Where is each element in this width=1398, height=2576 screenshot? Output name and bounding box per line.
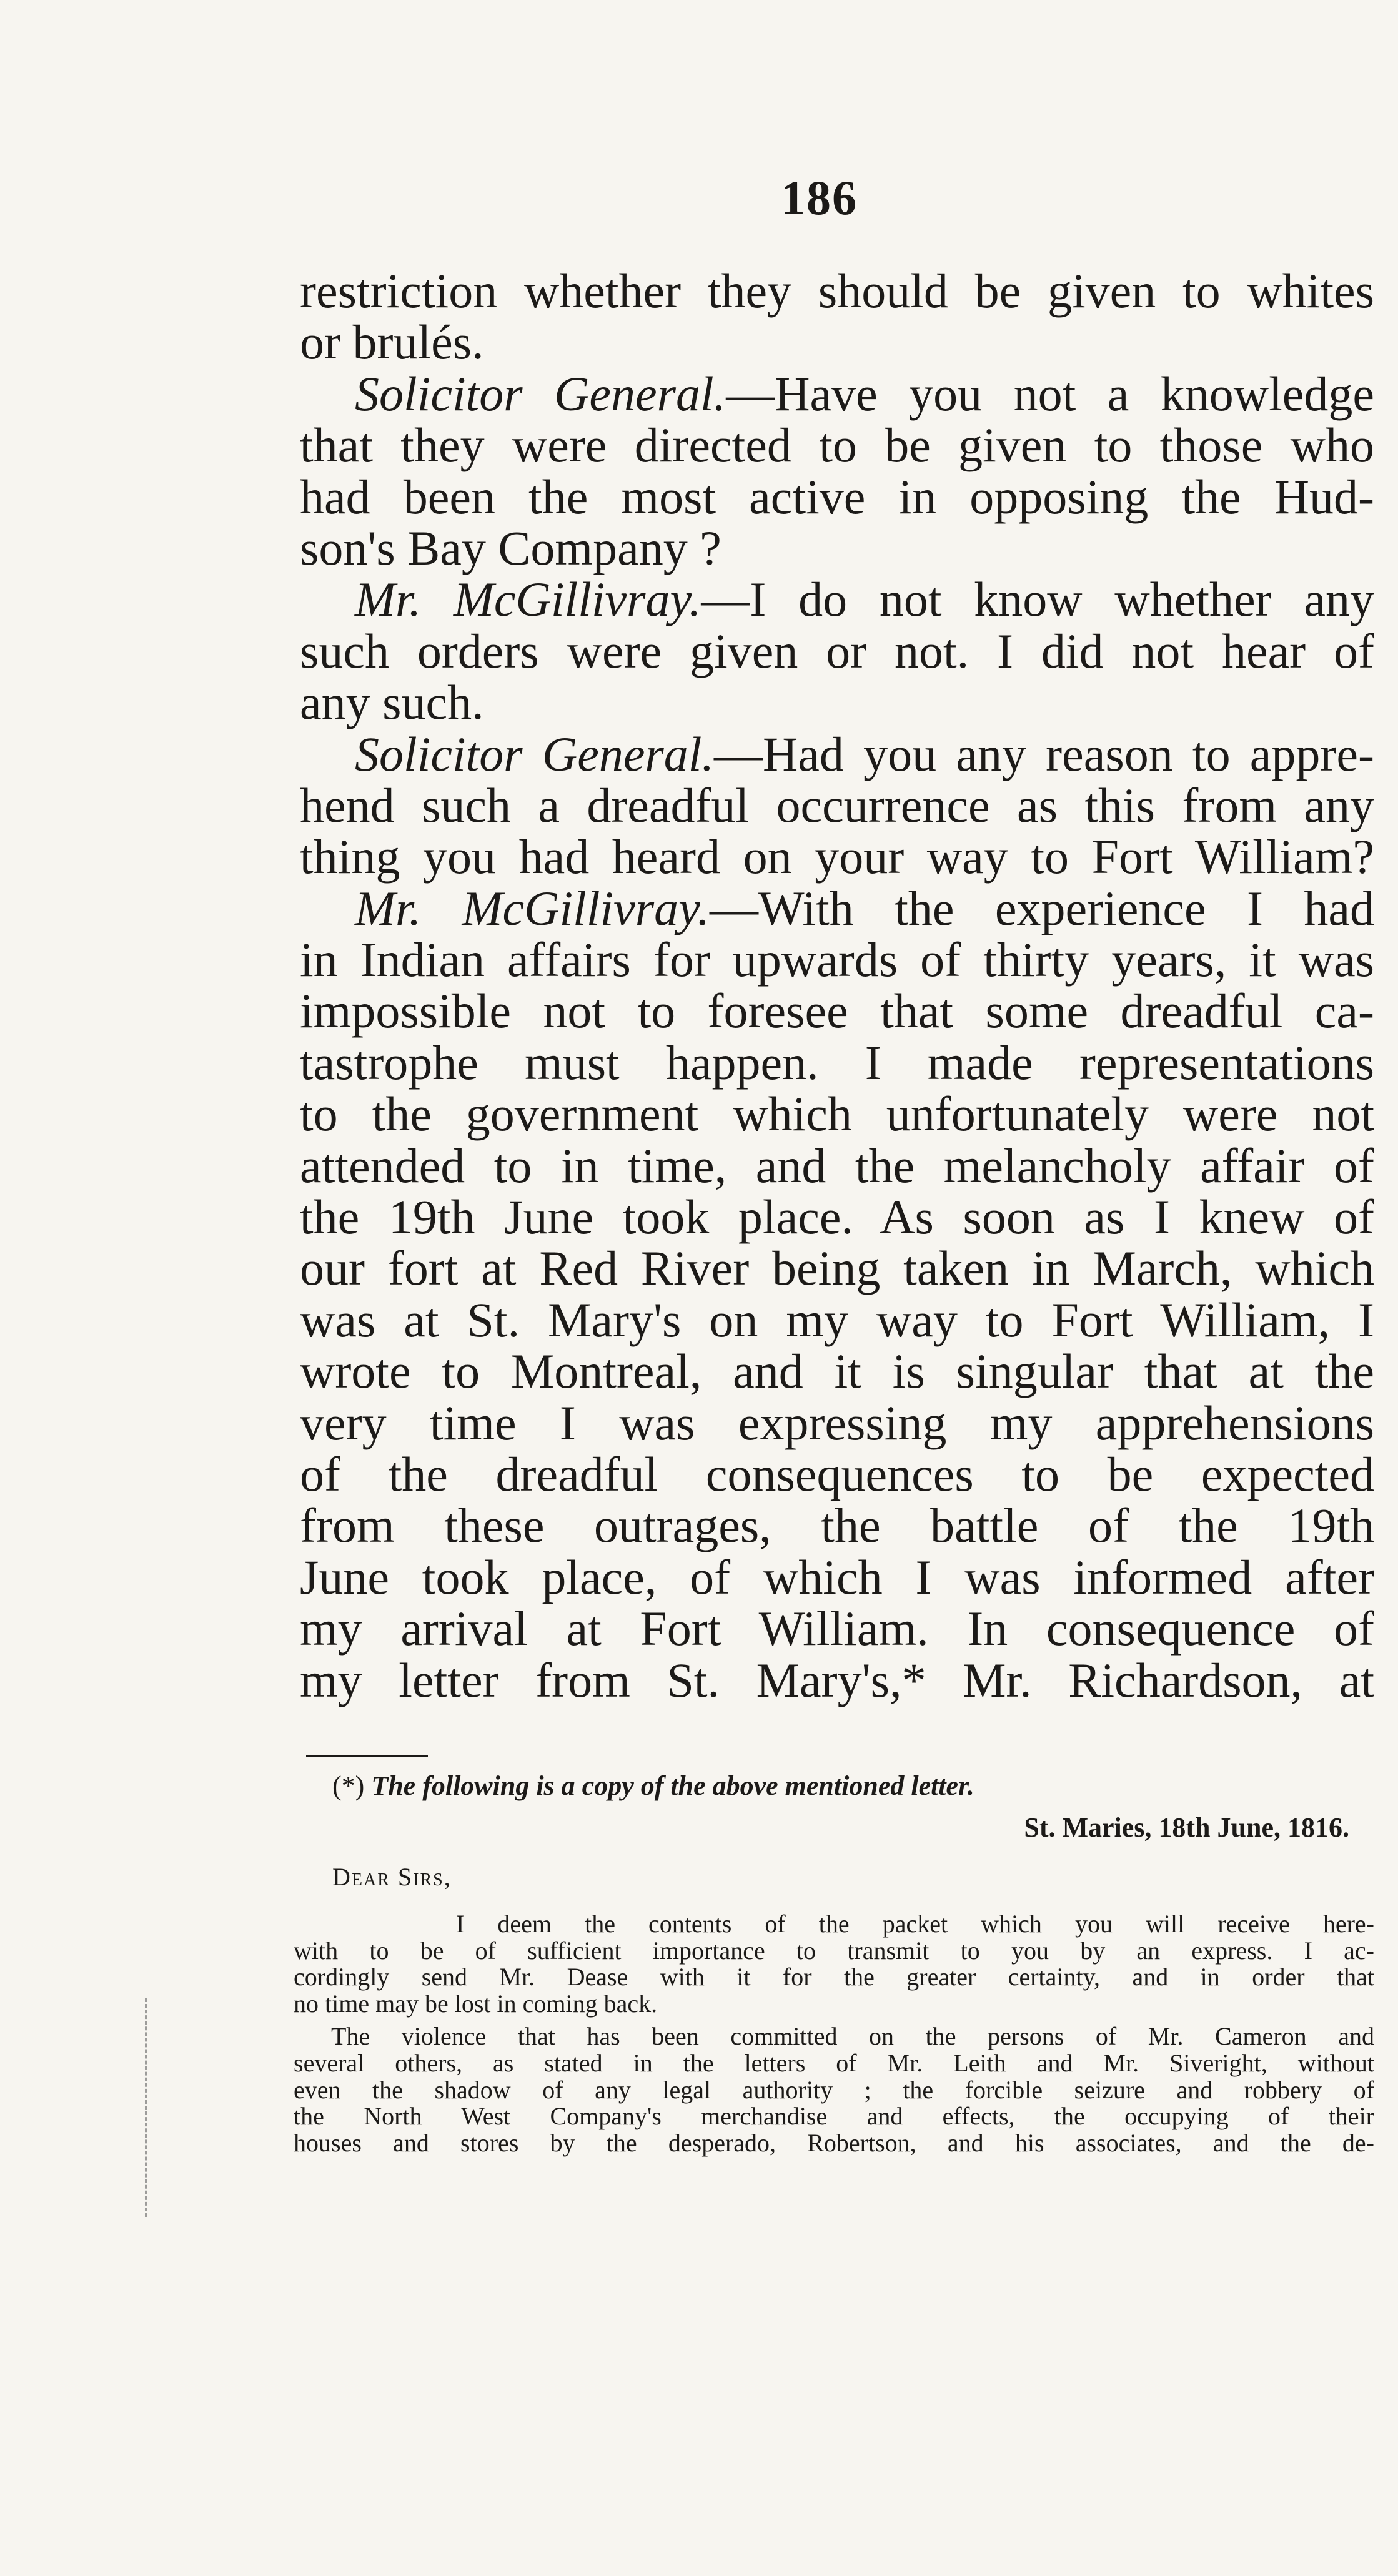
- text-line: [300, 883, 1374, 934]
- letter-paragraph: [294, 1911, 1374, 2017]
- text-line: my letter from St. Mary's,* Mr. Richardson, at: [300, 1652, 1374, 1707]
- text-line: hend such a dreadful occurrence as this from any: [300, 777, 1374, 832]
- text-line: of the dreadful consequences to be expected: [300, 1446, 1374, 1501]
- letter-line: no time may be lost in coming back.: [294, 1989, 658, 2018]
- text-line: impossible not to foresee that some dreadful ca-: [300, 984, 1374, 1039]
- letter-line: the North West Company's merchandise and effects, the occupying of their: [294, 2102, 1374, 2131]
- letter-salutation: Dear Sirs,: [332, 1863, 452, 1891]
- letter-line: with to be of sufficient importance to transmit to you by an express. I ac-: [294, 1936, 1374, 1965]
- speaker-name: Mr. McGillivray.: [355, 881, 710, 935]
- letter-line: even the shadow of any legal authority ; the forcible seizure and robbery of: [294, 2075, 1374, 2104]
- text-line: wrote to Montreal, and it is singular that at the: [300, 1344, 1374, 1399]
- text-line: [300, 574, 1374, 625]
- text-line: to the government which unfortunately were not: [300, 1087, 1374, 1142]
- speech-text: —I do not know whether any: [701, 572, 1374, 627]
- letter-date: St. Maries, 18th June, 1816.: [1024, 1812, 1349, 1843]
- text-line: the 19th June took place. As soon as I knew of: [300, 1190, 1374, 1245]
- text-line: or brulés.: [300, 315, 484, 370]
- body-text: [300, 265, 1374, 1706]
- text-line: any such.: [300, 675, 484, 730]
- footnote-title: The following is a copy of the above mentioned letter.: [371, 1770, 974, 1801]
- text-line: attended to in time, and the melancholy affair of: [300, 1138, 1374, 1193]
- page-number: 186: [781, 170, 858, 225]
- text-line: tastrophe must happen. I made representations: [300, 1035, 1374, 1090]
- letter-line: I deem the contents of the packet which you will receive here-: [456, 1910, 1374, 1938]
- speech-text: —Have you not a knowledge: [726, 366, 1374, 421]
- text-line: restriction whether they should be given to whites: [300, 264, 1374, 318]
- text-line: my arrival at Fort William. In consequence of: [300, 1601, 1374, 1656]
- speaker-name: Mr. McGillivray.: [355, 572, 701, 627]
- text-line: had been the most active in opposing the Hud-: [300, 469, 1374, 524]
- text-line: in Indian affairs for upwards of thirty years, it was: [300, 932, 1374, 987]
- text-line: our fort at Red River being taken in March, which: [300, 1241, 1374, 1296]
- text-line: [300, 726, 1374, 781]
- margin-pencil-mark: [145, 1998, 152, 2217]
- text-line: thing you had heard on your way to Fort William?: [300, 829, 1374, 884]
- text-line: [300, 368, 1374, 420]
- text-line: that they were directed to be given to those who: [300, 418, 1374, 473]
- text-line: son's Bay Company ?: [300, 520, 721, 575]
- speech-text: —Had you any reason to appre-: [713, 726, 1374, 781]
- footnote-heading: [294, 1766, 1374, 1806]
- letter-line: cordingly send Mr. Dease with it for the greater certainty, and in order that: [294, 1963, 1374, 1991]
- footnote-marker: (*): [332, 1770, 365, 1801]
- letter-line: houses and stores by the desperado, Robertson, and his associates, and the de-: [294, 2128, 1374, 2157]
- speaker-name: Solicitor General.: [355, 366, 726, 421]
- footnote-rule: [306, 1755, 428, 1757]
- letter-line: several others, as stated in the letters of Mr. Leith and Mr. Siveright, without: [294, 2048, 1374, 2077]
- letter-paragraph: [294, 2023, 1374, 2156]
- text-line: very time I was expressing my apprehensions: [300, 1395, 1374, 1450]
- text-line: was at St. Mary's on my way to Fort William, I: [300, 1292, 1374, 1347]
- speech-text: —With the experience I had: [709, 881, 1374, 935]
- text-line: such orders were given or not. I did not hear of: [300, 623, 1374, 678]
- text-line: June took place, of which I was informed after: [300, 1549, 1374, 1604]
- speaker-name: Solicitor General.: [355, 726, 714, 781]
- letter-line: The violence that has been committed on the persons of Mr. Cameron and: [331, 2022, 1374, 2051]
- footnote: [294, 1766, 1374, 2156]
- text-line: from these outrages, the battle of the 19th: [300, 1498, 1374, 1553]
